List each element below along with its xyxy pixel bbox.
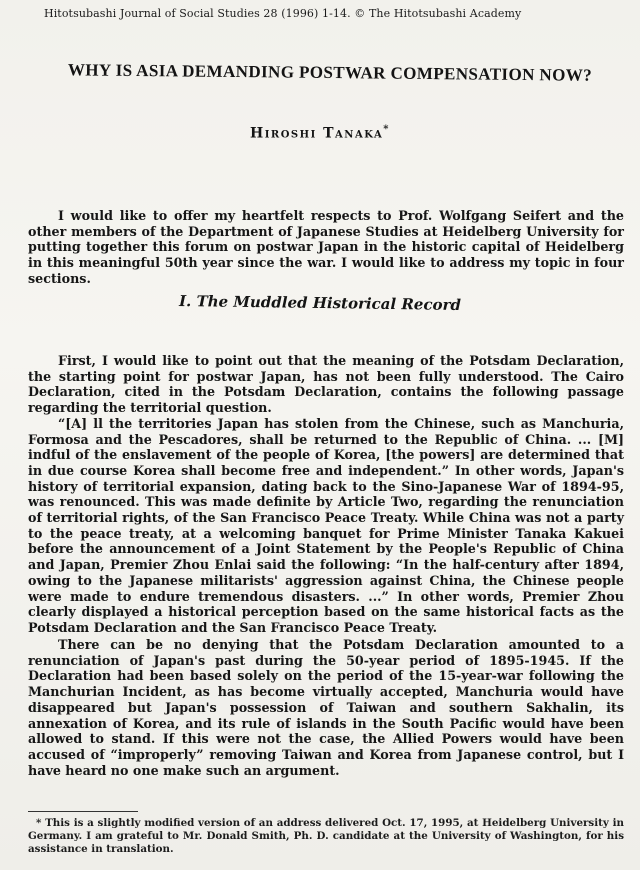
author-line bbox=[0, 124, 640, 142]
footnote bbox=[28, 817, 624, 856]
intro-section bbox=[28, 208, 624, 287]
running-head: Hitotsubashi Journal of Social Studies 28 (1996) 1-14. © The Hitotsubashi Academy bbox=[44, 7, 522, 20]
footnote-divider bbox=[28, 811, 138, 812]
article-title: WHY IS ASIA DEMANDING POSTWAR COMPENSATION NOW? bbox=[67, 60, 593, 85]
section-body-continued bbox=[28, 637, 624, 778]
section-heading: I. The Muddled Historical Record bbox=[178, 292, 462, 314]
section-body bbox=[28, 353, 624, 636]
body-paragraph-3: There can be no denying that the Potsdam Declaration amounted to a renunciation of Japan's past during the 50-year period of 1895-1945. If the Declaration had been based solely on the period of the 15-year-war following the Manchurian Incident, as has become virtually accepted, Manchuria would have disappeared but Japan's possession of Taiwan and southern Sakhalin, its annexation of Korea, and its rule of islands in the South Pacific would have been allowed to stand. If this were not the case, the Allied Powers would have been accused of “improperly” removing Taiwan and Korea from Japanese control, but I have heard no one make such an argument. bbox=[28, 637, 624, 778]
author-footnote-mark: * bbox=[383, 124, 390, 135]
footnote-text: * This is a slightly modified version of an address delivered Oct. 17, 1995, at Heidelberg University in Germany. I am grateful to Mr. Donald Smith, Ph. D. candidate at the University of Washington, for his assistance in translation. bbox=[28, 817, 624, 855]
body-paragraph-2: “[A] ll the territories Japan has stolen from the Chinese, such as Manchuria, Formosa and the Pescadores, shall be returned to the Republic of China. ... [M] indful of the enslavement of the people of Korea, [the powers] are determined that in due course Korea shall become free and independent.” In other words, Japan's history of territorial expansion, dating back to the Sino-Japanese War of 1894-95, was renounced. This was made definite by Article Two, regarding the renunciation of territorial rights, of the San Francisco Peace Treaty. While China was not a party to the peace treaty, at a welcoming banquet for Prime Minister Tanaka Kakuei before the announcement of a Joint Statement by the People's Republic of China and Japan, Premier Zhou Enlai said the following: “In the half-century after 1894, owing to the Japanese militarists' aggression against China, the Chinese people were made to endure tremendous disasters. ...” In other words, Premier Zhou clearly displayed a historical perception based on the same historical facts as the Potsdam Declaration and the San Francisco Peace Treaty. bbox=[28, 415, 624, 635]
body-paragraph-1: First, I would like to point out that the meaning of the Potsdam Declaration, the starting point for postwar Japan, has not been fully understood. The Cairo Declaration, cited in the Potsdam Declaration, contains the following passage regarding the territorial question. bbox=[28, 353, 624, 416]
author-name: Hiroshi Tanaka bbox=[249, 125, 384, 142]
intro-paragraph: I would like to offer my heartfelt respects to Prof. Wolfgang Seifert and the other members of the Department of Japanese Studies at Heidelberg University for putting together this forum on postwar Japan in the historic capital of Heidelberg in this meaningful 50th year since the war. I would like to address my topic in four sections. bbox=[28, 208, 624, 286]
